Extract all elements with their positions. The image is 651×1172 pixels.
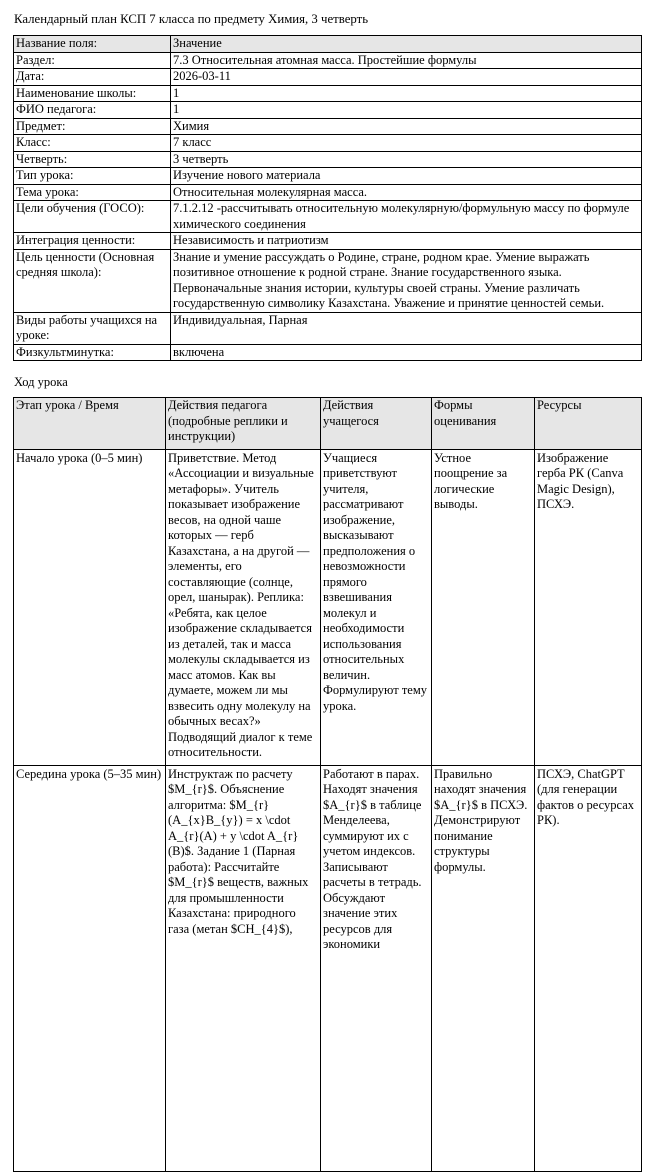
- info-label: Четверть:: [14, 151, 171, 168]
- info-row: [14, 201, 642, 233]
- info-label: Физкультминутка:: [14, 344, 171, 361]
- info-value: Относительная молекулярная масса.: [171, 184, 642, 201]
- info-value: включена: [171, 344, 642, 361]
- info-value: 1: [171, 102, 642, 119]
- info-row: [14, 249, 642, 312]
- info-value: 7.3 Относительная атомная масса. Простейшие формулы: [171, 52, 642, 69]
- info-label: Наименование школы:: [14, 85, 171, 102]
- info-row: [14, 102, 642, 119]
- info-value: 7 класс: [171, 135, 642, 152]
- lesson-row: [14, 765, 642, 1171]
- lesson-stage-cell: Середина урока (5–35 мин): [14, 765, 166, 1171]
- info-row: [14, 168, 642, 185]
- lesson-row: [14, 449, 642, 765]
- info-header-row: [14, 36, 642, 53]
- lesson-header-cell: Действия учащегося: [321, 398, 432, 450]
- info-label: Предмет:: [14, 118, 171, 135]
- info-label: Цель ценности (Основная средняя школа):: [14, 249, 171, 312]
- info-value: Независимость и патриотизм: [171, 233, 642, 250]
- page-title: Календарный план КСП 7 класса по предмету Химия, 3 четверть: [14, 12, 369, 26]
- info-header-value: Значение: [171, 36, 642, 53]
- info-row: [14, 344, 642, 361]
- info-value: 7.1.2.12 -рассчитывать относительную молекулярную/формульную массу по формуле химического соединения: [171, 201, 642, 233]
- lesson-assessment-cell: Устное поощрение за логические выводы.: [432, 449, 535, 765]
- info-label: Класс:: [14, 135, 171, 152]
- info-label: Дата:: [14, 69, 171, 86]
- info-value: 3 четверть: [171, 151, 642, 168]
- lesson-header-row: [14, 398, 642, 450]
- info-value: 2026-03-11: [171, 69, 642, 86]
- lesson-resources-cell: Изображение герба РК (Canva Magic Design), ПСХЭ.: [535, 449, 642, 765]
- info-header-field: Название поля:: [14, 36, 171, 53]
- lesson-teacher-cell: Приветствие. Метод «Ассоциации и визуальные метафоры». Учитель показывает изображение весов, на одной чаше которых — герб Казахстана, а на другой — элементы, его составляющие (солнце, орел, шанырак). Реплика: «Ребята, как целое изображение складывается из деталей, так и масса молекулы складывается из масс атомов. Как вы думаете, можем ли мы взвесить одну молекулу на обычных весах?» Подводящий диалог к теме относительности.: [166, 449, 321, 765]
- info-value: 1: [171, 85, 642, 102]
- info-row: [14, 184, 642, 201]
- info-value: Индивидуальная, Парная: [171, 312, 642, 344]
- info-value: Химия: [171, 118, 642, 135]
- info-row: [14, 151, 642, 168]
- info-row: [14, 233, 642, 250]
- info-table: [13, 35, 642, 361]
- info-row: [14, 312, 642, 344]
- lesson-student-cell: Учащиеся приветствуют учителя, рассматривают изображение, высказывают предположения о невозможности прямого взвешивания молекул и необходимости использования относительных величин. Формулируют тему урока.: [321, 449, 432, 765]
- lesson-header-cell: Формы оценивания: [432, 398, 535, 450]
- info-value: Изучение нового материала: [171, 168, 642, 185]
- lesson-header-cell: Действия педагога (подробные реплики и инструкции): [166, 398, 321, 450]
- info-label: ФИО педагога:: [14, 102, 171, 119]
- lesson-stage-cell: Начало урока (0–5 мин): [14, 449, 166, 765]
- info-label: Цели обучения (ГОСО):: [14, 201, 171, 233]
- section-title: Ход урока: [14, 375, 68, 389]
- lesson-teacher-cell: Инструктаж по расчету $M_{r}$. Объяснение алгоритма: $M_{r}(A_{x}B_{y}) = x \cdot A_{r}(A) + y \cdot A_{r}(B)$. Задание 1 (Парная работа): Рассчитайте $M_{r}$ веществ, важных для промышленности Казахстана: природного газа (метан $CH_{4}$),: [166, 765, 321, 1171]
- lesson-assessment-cell: Правильно находят значения $A_{r}$ в ПСХЭ. Демонстрируют понимание структуры формулы.: [432, 765, 535, 1171]
- info-label: Тема урока:: [14, 184, 171, 201]
- lesson-header-cell: Ресурсы: [535, 398, 642, 450]
- lesson-student-cell: Работают в парах. Находят значения $A_{r}$ в таблице Менделеева, суммируют их с учетом индексов. Записывают расчеты в тетрадь. Обсуждают значение этих ресурсов для экономики: [321, 765, 432, 1171]
- info-row: [14, 85, 642, 102]
- lesson-header-cell: Этап урока / Время: [14, 398, 166, 450]
- info-label: Тип урока:: [14, 168, 171, 185]
- info-row: [14, 118, 642, 135]
- info-row: [14, 52, 642, 69]
- info-row: [14, 135, 642, 152]
- info-label: Виды работы учащихся на уроке:: [14, 312, 171, 344]
- info-label: Интеграция ценности:: [14, 233, 171, 250]
- lesson-plan-table: [13, 397, 642, 1172]
- info-value: Знание и умение рассуждать о Родине, стране, родном крае. Умение выражать позитивное отношение к родной стране. Знание государственного языка. Первоначальные знания истории, культуры своей страны. Умение различать государственную символику Казахстана. Уважение и принятие ценностей семьи.: [171, 249, 642, 312]
- info-label: Раздел:: [14, 52, 171, 69]
- lesson-resources-cell: ПСХЭ, ChatGPT (для генерации фактов о ресурсах РК).: [535, 765, 642, 1171]
- info-row: [14, 69, 642, 86]
